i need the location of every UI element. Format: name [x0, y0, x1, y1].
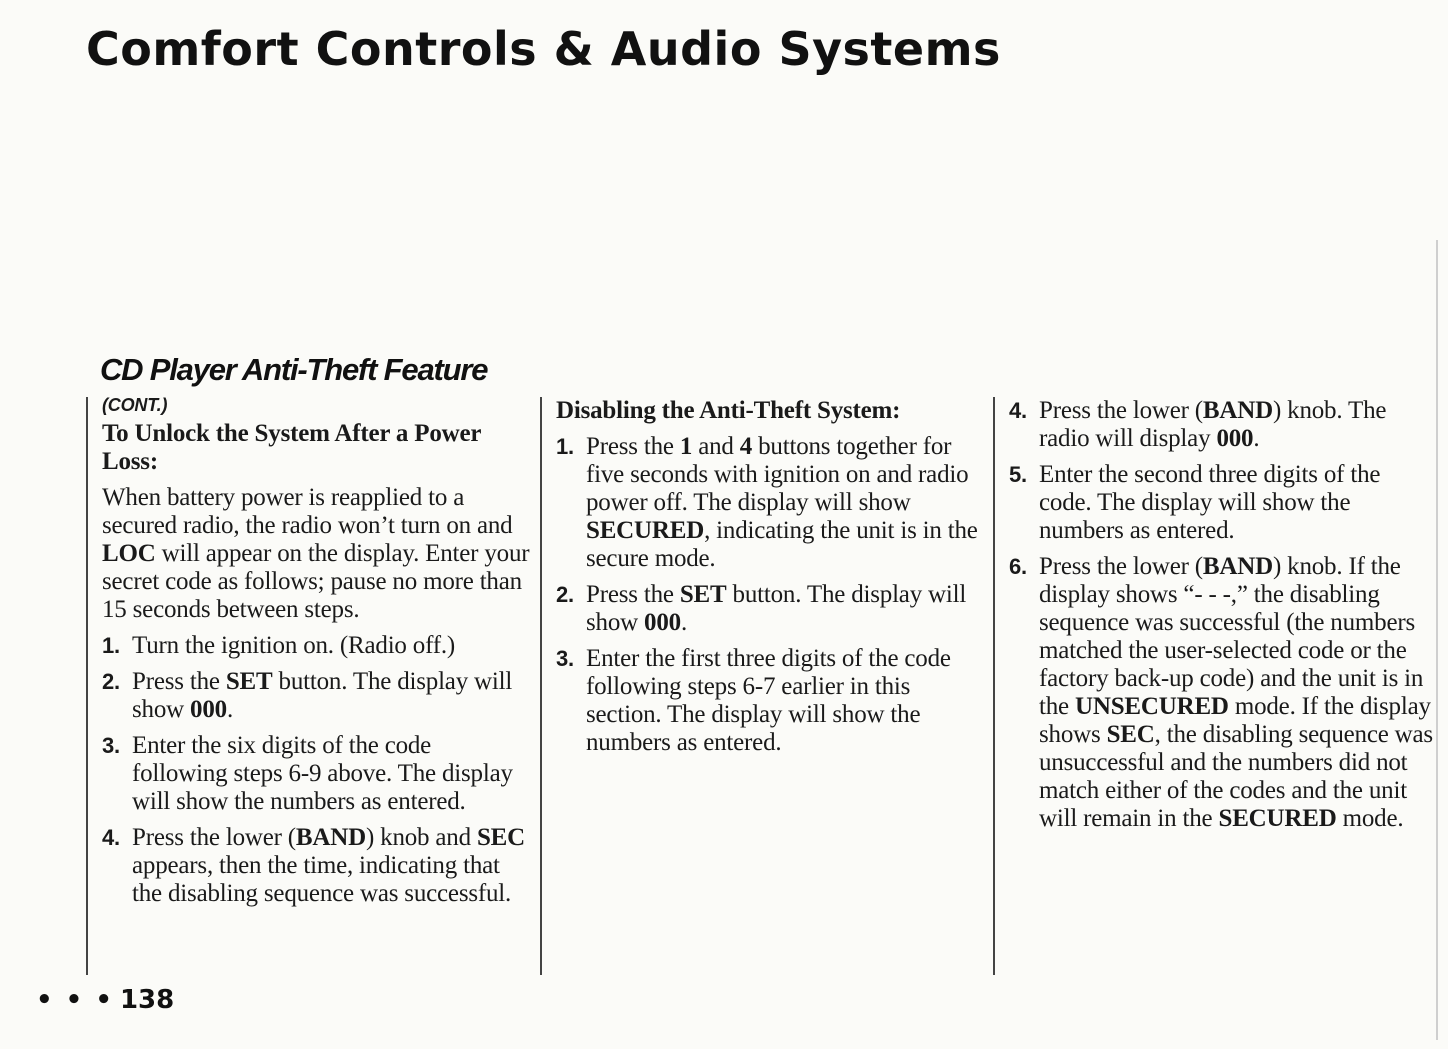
- list-item: 1. Turn the ignition on. (Radio off.): [102, 632, 456, 659]
- scan-edge-line: [1436, 240, 1438, 1040]
- step-number: 4.: [1009, 398, 1027, 423]
- unlock-steps: [102, 632, 531, 908]
- column-3: [993, 397, 1433, 975]
- unlock-heading: To Unlock the System After a Power Loss:: [102, 420, 481, 475]
- list-item: 4. Press the lower (BAND) knob and SEC appears, then the time, indicating that the disabling sequence was successful.: [102, 824, 525, 907]
- disable-steps: [556, 433, 990, 757]
- step-number: 3.: [556, 646, 574, 671]
- step-number: 2.: [102, 669, 120, 694]
- column-1: [86, 397, 531, 975]
- disable-heading: Disabling the Anti-Theft System:: [556, 397, 901, 424]
- step-number: 3.: [102, 733, 120, 758]
- disable-steps-continued: [1009, 397, 1433, 833]
- list-item: 2. Press the SET button. The display will show 000.: [556, 581, 967, 636]
- column-2: [540, 397, 990, 975]
- step-number: 5.: [1009, 462, 1027, 487]
- page-number: 138: [119, 985, 175, 1015]
- list-item: 2. Press the SET button. The display will show 000.: [102, 668, 513, 723]
- footer-dots: • • •: [36, 985, 114, 1015]
- step-number: 6.: [1009, 554, 1027, 579]
- unlock-intro: When battery power is reapplied to a secured radio, the radio won’t turn on and LOC will appear on the display. Enter your secret code as follows; pause no more than 15 seconds between steps.: [102, 484, 530, 623]
- step-number: 2.: [556, 582, 574, 607]
- list-item: 6. Press the lower (BAND) knob. If the display shows “- - -,” the disabling sequence was successful (the numbers matched the user-selected code or the factory back-up code) and the unit is in the UNSECURED mode. If the display shows SEC, the disabling sequence was unsuccessful and the numbers did not match either of the codes and the unit will remain in the SECURED mode.: [1009, 553, 1433, 832]
- section-title: CD Player Anti-Theft Feature: [100, 352, 488, 387]
- list-item: 4. Press the lower (BAND) knob. The radio will display 000.: [1009, 397, 1387, 452]
- step-number: 4.: [102, 825, 120, 850]
- list-item: 1. Press the 1 and 4 buttons together for five seconds with ignition on and radio power off. The display will show SECURED, indicating the unit is in the secure mode.: [556, 433, 978, 572]
- page-footer: [36, 985, 174, 1015]
- list-item: 3. Enter the first three digits of the code following steps 6-7 earlier in this section. The display will show the numbers as entered.: [556, 645, 951, 756]
- step-number: 1.: [556, 434, 574, 459]
- page-title: Comfort Controls & Audio Systems: [86, 22, 1001, 76]
- list-item: 3. Enter the six digits of the code following steps 6-9 above. The display will show the numbers as entered.: [102, 732, 513, 815]
- continued-label: (CONT.): [102, 395, 168, 415]
- step-number: 1.: [102, 633, 120, 658]
- list-item: 5. Enter the second three digits of the code. The display will show the numbers as entered.: [1009, 461, 1381, 544]
